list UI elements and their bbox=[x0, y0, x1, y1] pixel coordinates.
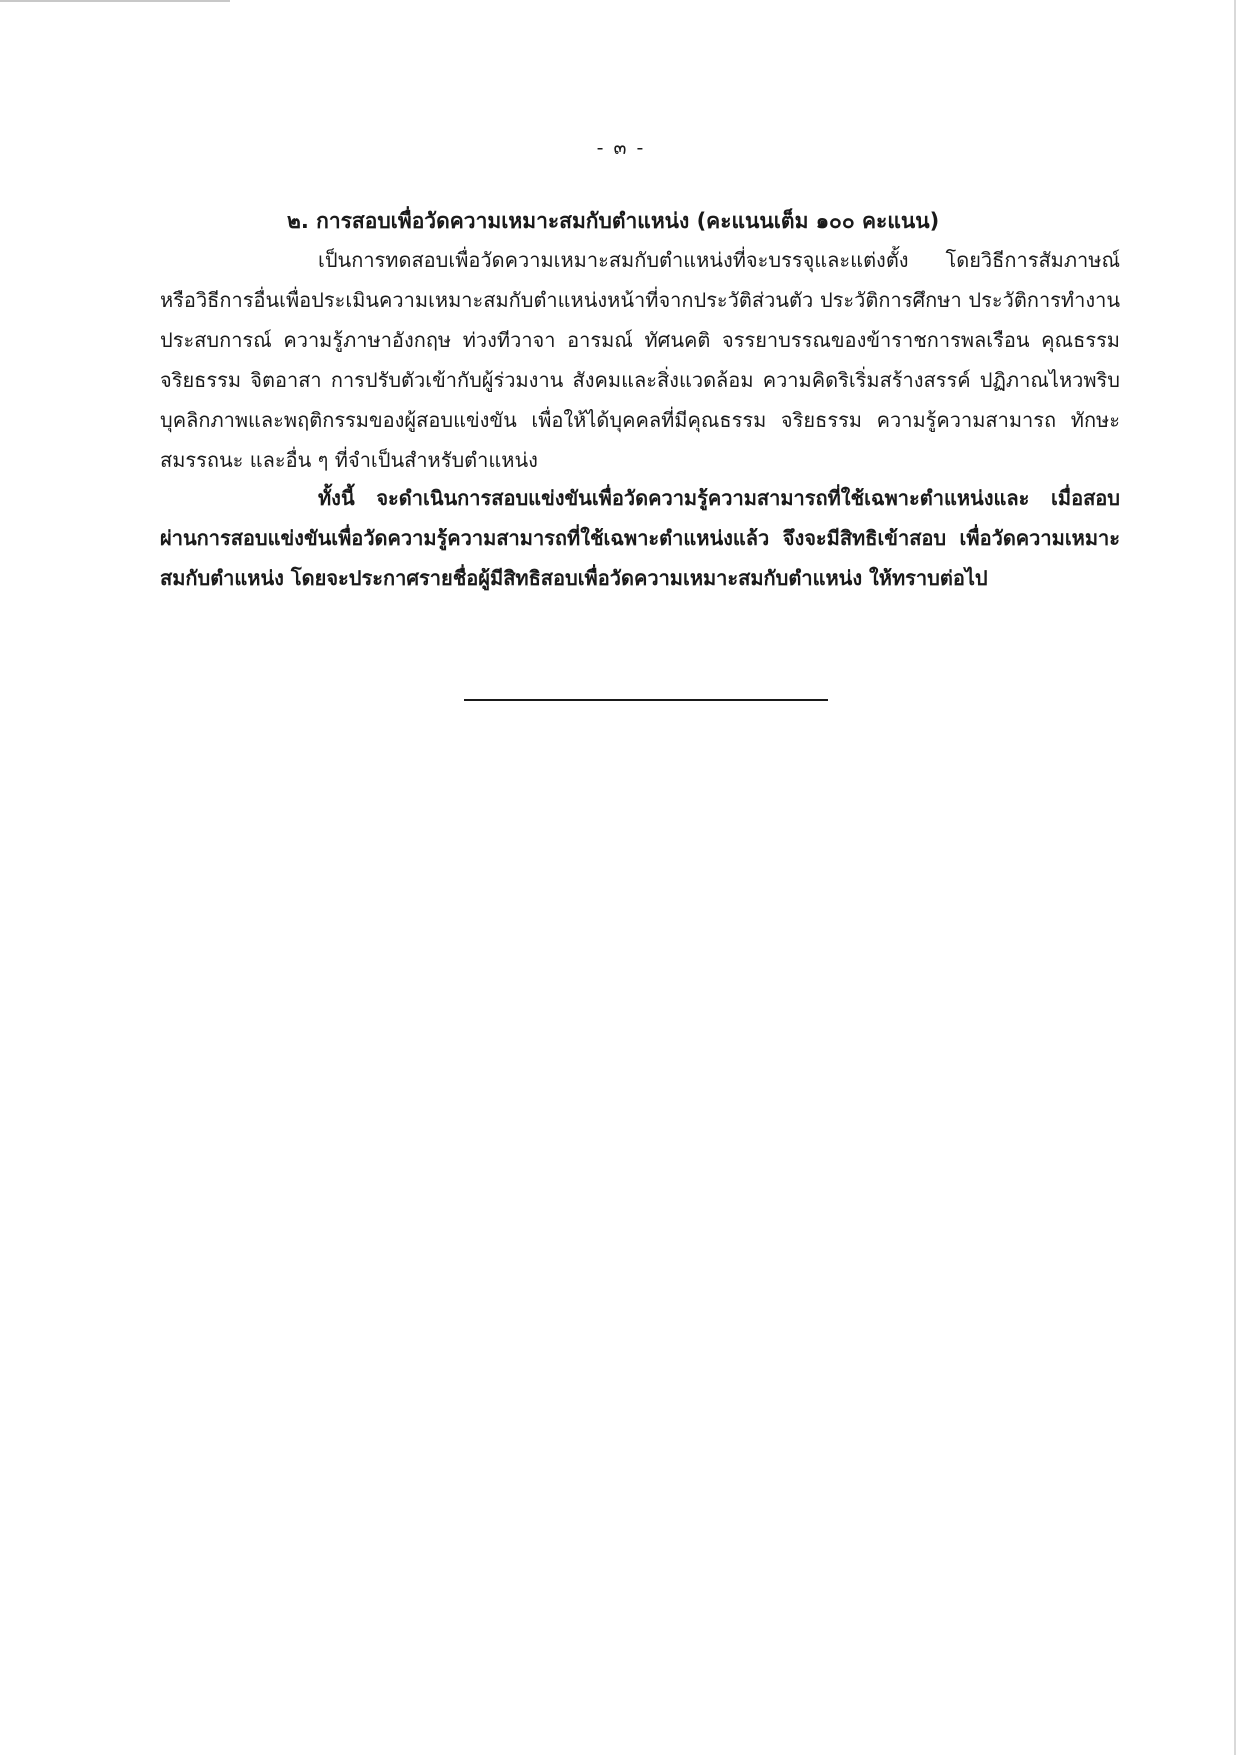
section-paragraph-2: ทั้งนี้ จะดำเนินการสอบแข่งขันเพื่อวัดความรู้ความสามารถที่ใช้เฉพาะตำแหน่งและ เมื่อสอบผ่านการสอบแข่งขันเพื่อวัดความรู้ความสามารถที่ใช้เฉพาะตำแหน่งแล้ว จึงจะมีสิทธิเข้าสอบ เพื่อวัดความเหมาะสมกับตำแหน่ง โดยจะประกาศรายชื่อผู้มีสิทธิสอบเพื่อวัดความเหมาะสมกับตำแหน่ง ให้ทราบต่อไป bbox=[160, 486, 1120, 590]
end-of-document-rule bbox=[464, 699, 828, 701]
scan-edge-top bbox=[0, 0, 230, 2]
page-number: - ๓ - bbox=[596, 137, 646, 159]
section-paragraph-1: เป็นการทดสอบเพื่อวัดความเหมาะสมกับตำแหน่งที่จะบรรจุและแต่งตั้ง โดยวิธีการสัมภาษณ์ หรือวิธีการอื่นเพื่อประเมินความเหมาะสมกับตำแหน่งหน้าที่จากประวัติส่วนตัว ประวัติการศึกษา ประวัติการทำงาน ประสบการณ์ ความรู้ภาษาอังกฤษ ท่วงทีวาจา อารมณ์ ทัศนคติ จรรยาบรรณของข้าราชการพลเรือน คุณธรรม จริยธรรม จิตอาสา การปรับตัวเข้ากับผู้ร่วมงาน สังคมและสิ่งแวดล้อม ความคิดริเริ่มสร้างสรรค์ ปฏิภาณไหวพริบ บุคลิกภาพและพฤติกรรมของผู้สอบแข่งขัน เพื่อให้ได้บุคคลที่มีคุณธรรม จริยธรรม ความรู้ความสามารถ ทักษะ สมรรถนะ และอื่น ๆ ที่จำเป็นสำหรับตำแหน่ง bbox=[160, 248, 1120, 472]
section-heading: ๒. การสอบเพื่อวัดความเหมาะสมกับตำแหน่ง (คะแนนเต็ม ๑๐๐ คะแนน) bbox=[287, 209, 940, 233]
scan-edge-right bbox=[1234, 0, 1236, 1755]
